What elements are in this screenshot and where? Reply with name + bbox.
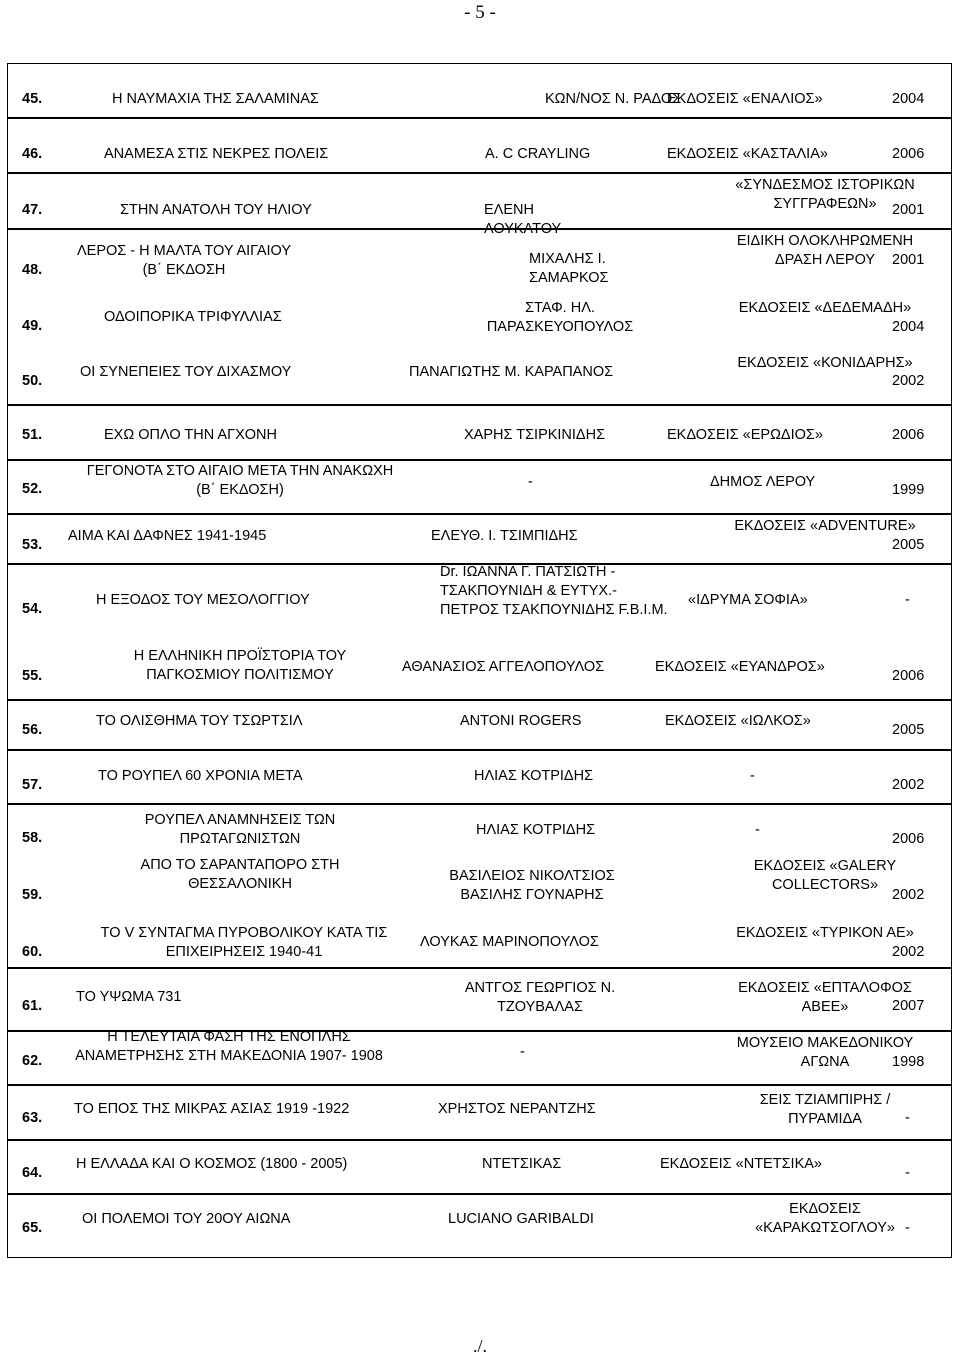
publication-year: 2006: [892, 427, 925, 443]
entry-number: 59.: [22, 887, 43, 903]
publication-year: -: [905, 1220, 910, 1236]
book-author: ANTONI ROGERS: [460, 713, 582, 729]
book-title: ΤΟ ΥΨΩΜΑ 731: [76, 989, 182, 1005]
row-divider: [7, 459, 952, 461]
publication-year: 2002: [892, 777, 925, 793]
book-author: ΣΤΑΦ. ΗΛ. ΠΑΡΑΣΚΕΥΟΠΟΥΛΟΣ: [486, 300, 634, 335]
row-divider: [7, 699, 952, 701]
publication-year: 2007: [892, 998, 925, 1014]
entry-number: 57.: [22, 777, 43, 793]
row-divider: [7, 172, 952, 174]
book-publisher: ΕΚΔΟΣΕΙΣ «ΤΥΡΙΚΟΝ ΑΕ»: [736, 925, 914, 941]
book-publisher: «ΙΔΡΥΜΑ ΣΟΦΙΑ»: [688, 592, 808, 608]
book-publisher: ΕΚΔΟΣΕΙΣ «ΕΥΑΝΔΡΟΣ»: [655, 659, 825, 675]
book-author: ΜΙΧΑΛΗΣ Ι. ΣΑΜΑΡΚΟΣ: [529, 251, 609, 286]
book-title: ΛΕΡΟΣ - Η ΜΑΛΤΑ ΤΟΥ ΑΙΓΑΙΟΥ (Β΄ ΕΚΔΟΣΗ: [76, 243, 292, 278]
book-title: Η ΕΛΛΑΔΑ ΚΑΙ Ο ΚΟΣΜΟΣ (1800 - 2005): [76, 1156, 348, 1172]
row-divider: [7, 967, 952, 969]
book-author: -: [528, 474, 533, 490]
row-divider: [7, 228, 952, 230]
publication-year: 2002: [892, 373, 925, 389]
entry-number: 47.: [22, 202, 43, 218]
footer-continuation: ./.: [472, 1336, 487, 1356]
publication-year: -: [905, 1165, 910, 1181]
book-author: ΛΟΥΚΑΣ ΜΑΡΙΝΟΠΟΥΛΟΣ: [420, 934, 599, 950]
entry-number: 53.: [22, 537, 43, 553]
row-divider: [7, 404, 952, 406]
row-divider: [7, 1193, 952, 1195]
book-publisher: -: [750, 768, 755, 784]
book-author: LUCIANO GARIBALDI: [448, 1211, 594, 1227]
book-title: ΟΙ ΠΟΛΕΜΟΙ ΤΟΥ 20ΟΥ ΑΙΩΝΑ: [82, 1211, 291, 1227]
entry-number: 55.: [22, 668, 43, 684]
book-author: ΝΤΕΤΣΙΚΑΣ: [482, 1156, 562, 1172]
publication-year: 1999: [892, 482, 925, 498]
row-divider: [7, 513, 952, 515]
entry-number: 51.: [22, 427, 43, 443]
book-title: Η ΕΞΟΔΟΣ ΤΟΥ ΜΕΣΟΛΟΓΓΙΟΥ: [96, 592, 310, 608]
publication-year: 1998: [892, 1054, 925, 1070]
book-publisher: ΕΙΔΙΚΗ ΟΛΟΚΛΗΡΩΜΕΝΗ ΔΡΑΣΗ ΛΕΡΟΥ: [736, 233, 914, 268]
page-number: - 5 -: [464, 2, 496, 23]
book-author: -: [520, 1044, 525, 1060]
row-divider: [7, 1139, 952, 1141]
book-publisher: ΕΚΔΟΣΕΙΣ «ΚΑΡΑΚΩΤΣΟΓΛΟΥ»: [755, 1201, 895, 1236]
book-title: ΓΕΓΟΝΟΤΑ ΣΤΟ ΑΙΓΑΙΟ ΜΕΤΑ ΤΗΝ ΑΝΑΚΩΧΗ (Β΄ ΕΚΔΟΣΗ): [86, 463, 394, 498]
entry-number: 65.: [22, 1220, 43, 1236]
publication-year: -: [905, 592, 910, 608]
book-publisher: «ΣΥΝΔΕΣΜΟΣ ΙΣΤΟΡΙΚΩΝ ΣΥΓΓΡΑΦΕΩΝ»: [735, 177, 915, 212]
book-author: ΑΘΑΝΑΣΙΟΣ ΑΓΓΕΛΟΠΟΥΛΟΣ: [402, 659, 605, 675]
book-publisher: ΕΚΔΟΣΕΙΣ «ΚΑΣΤΑΛΙΑ»: [667, 146, 828, 162]
entry-number: 46.: [22, 146, 43, 162]
book-publisher: ΕΚΔΟΣΕΙΣ «ΔΕΔΕΜΑΔΗ»: [738, 300, 912, 316]
book-publisher: ΕΚΔΟΣΕΙΣ «ΚΟΝΙΔΑΡΗΣ»: [737, 355, 913, 371]
publication-year: 2004: [892, 91, 925, 107]
book-author: ΠΑΝΑΓΙΩΤΗΣ Μ. ΚΑΡΑΠΑΝΟΣ: [409, 364, 614, 380]
book-title: ΤΟ V ΣΥΝΤΑΓΜΑ ΠΥΡΟΒΟΛΙΚΟΥ ΚΑΤΑ ΤΙΣ ΕΠΙΧΕΙΡΗΣΕΙΣ 1940-41: [100, 925, 388, 960]
publication-year: 2002: [892, 944, 925, 960]
entry-number: 62.: [22, 1053, 43, 1069]
book-title: Η ΤΕΛΕΥΤΑΙΑ ΦΑΣΗ ΤΗΣ ΕΝΟΠΛΗΣ ΑΝΑΜΕΤΡΗΣΗΣ ΣΤΗ ΜΑΚΕΔΟΝΙΑ 1907- 1908: [75, 1029, 383, 1064]
publication-year: 2004: [892, 319, 925, 335]
book-title: ΑΝΑΜΕΣΑ ΣΤΙΣ ΝΕΚΡΕΣ ΠΟΛΕΙΣ: [104, 146, 329, 162]
book-publisher: ΕΚΔΟΣΕΙΣ «ΕΝΑΛΙΟΣ»: [667, 91, 823, 107]
entry-number: 54.: [22, 601, 43, 617]
publication-year: 2001: [892, 252, 925, 268]
book-publisher: ΣΕΙΣ ΤΖΙΑΜΠΙΡΗΣ /ΠΥΡΑΜΙΔΑ: [759, 1092, 891, 1127]
book-publisher: ΔΗΜΟΣ ΛΕΡΟΥ: [710, 474, 816, 490]
entry-number: 50.: [22, 373, 43, 389]
book-publisher: ΕΚΔΟΣΕΙΣ «ADVENTURE»: [734, 518, 916, 534]
book-author: ΗΛΙΑΣ ΚΟΤΡΙΔΗΣ: [476, 822, 596, 838]
publication-year: 2001: [892, 202, 925, 218]
book-publisher: -: [755, 822, 760, 838]
book-author: ΕΛΕΥΘ. Ι. ΤΣΙΜΠΙΔΗΣ: [431, 528, 578, 544]
book-publisher: ΕΚΔΟΣΕΙΣ «ΝΤΕΤΣΙΚΑ»: [660, 1156, 822, 1172]
entry-number: 60.: [22, 944, 43, 960]
entry-number: 48.: [22, 262, 43, 278]
book-author: ΚΩΝ/ΝΟΣ Ν. ΡΑΔΟΣ: [545, 91, 682, 107]
row-divider: [7, 803, 952, 805]
publication-year: 2005: [892, 537, 925, 553]
publication-year: 2002: [892, 887, 925, 903]
publication-year: 2006: [892, 831, 925, 847]
book-title: ΤΟ ΟΛΙΣΘΗΜΑ ΤΟΥ ΤΣΩΡΤΣΙΛ: [96, 713, 303, 729]
book-title: ΟΔΟΙΠΟΡΙΚΑ ΤΡΙΦΥΛΛΙΑΣ: [104, 309, 282, 325]
book-title: ΕΧΩ ΟΠΛΟ ΤΗΝ ΑΓΧΟΝΗ: [104, 427, 277, 443]
book-title: ΤΟ ΕΠΟΣ ΤΗΣ ΜΙΚΡΑΣ ΑΣΙΑΣ 1919 -1922: [74, 1101, 350, 1117]
row-divider: [7, 117, 952, 119]
entry-number: 56.: [22, 722, 43, 738]
book-author: ΧΑΡΗΣ ΤΣΙΡΚΙΝΙΔΗΣ: [464, 427, 606, 443]
book-title: ΑΠΟ ΤΟ ΣΑΡΑΝΤΑΠΟΡΟ ΣΤΗ ΘΕΣΣΑΛΟΝΙΚΗ: [140, 857, 340, 892]
book-author: ΕΛΕΝΗ ΛΟΥΚΑΤΟΥ: [484, 202, 562, 237]
publication-year: -: [905, 1110, 910, 1126]
publication-year: 2005: [892, 722, 925, 738]
entry-number: 58.: [22, 830, 43, 846]
entry-number: 63.: [22, 1110, 43, 1126]
row-divider: [7, 1084, 952, 1086]
entry-number: 45.: [22, 91, 43, 107]
book-title: ΣΤΗΝ ΑΝΑΤΟΛΗ ΤΟΥ ΗΛΙΟΥ: [120, 202, 312, 218]
book-author: A. C CRAYLING: [485, 146, 591, 162]
book-publisher: ΕΚΔΟΣΕΙΣ «ΙΩΛΚΟΣ»: [665, 713, 811, 729]
book-author: ΒΑΣΙΛΕΙΟΣ ΝΙΚΟΛΤΣΙΟΣ ΒΑΣΙΛΗΣ ΓΟΥΝΑΡΗΣ: [449, 868, 615, 903]
row-divider: [7, 749, 952, 751]
book-title: Η ΕΛΛΗΝΙΚΗ ΠΡΟΪΣΤΟΡΙΑ ΤΟΥ ΠΑΓΚΟΣΜΙΟΥ ΠΟΛΙΤΙΣΜΟΥ: [133, 648, 347, 683]
entry-number: 61.: [22, 998, 43, 1014]
book-title: ΟΙ ΣΥΝΕΠΕΙΕΣ ΤΟΥ ΔΙΧΑΣΜΟΥ: [80, 364, 292, 380]
publication-year: 2006: [892, 146, 925, 162]
entry-number: 64.: [22, 1165, 43, 1181]
book-author: ΧΡΗΣΤΟΣ ΝΕΡΑΝΤΖΗΣ: [438, 1101, 596, 1117]
book-title: Η ΝΑΥΜΑΧΙΑ ΤΗΣ ΣΑΛΑΜΙΝΑΣ: [112, 91, 319, 107]
entry-number: 49.: [22, 318, 43, 334]
entry-number: 52.: [22, 481, 43, 497]
book-author: ΗΛΙΑΣ ΚΟΤΡΙΔΗΣ: [474, 768, 594, 784]
book-publisher: ΕΚΔΟΣΕΙΣ «ΕΡΩΔΙΟΣ»: [667, 427, 823, 443]
book-title: ΡΟΥΠΕΛ ΑΝΑΜΝΗΣΕΙΣ ΤΩΝ ΠΡΩΤΑΓΩΝΙΣΤΩΝ: [144, 812, 336, 847]
book-title: ΤΟ ΡΟΥΠΕΛ 60 ΧΡΟΝΙΑ ΜΕΤΑ: [98, 768, 303, 784]
book-publisher: ΕΚΔΟΣΕΙΣ «ΕΠΤΑΛΟΦΟΣ ΑΒΕΕ»: [738, 980, 912, 1015]
book-author: ΑΝΤΓΟΣ ΓΕΩΡΓΙΟΣ Ν. ΤΖΟΥΒΑΛΑΣ: [464, 980, 616, 1015]
book-title: ΑΙΜΑ ΚΑΙ ΔΑΦΝΕΣ 1941-1945: [68, 528, 267, 544]
publication-year: 2006: [892, 668, 925, 684]
book-author: Dr. ΙΩΑΝΝΑ Γ. ΠΑΤΣΙΩΤΗ - ΤΣΑΚΠΟΥΝΙΔΗ & ΕΥΤΥΧ.- ΠΕΤΡΟΣ ΤΣΑΚΠΟΥΝΙΔΗΣ F.B.I.M.: [440, 564, 668, 618]
book-publisher: ΕΚΔΟΣΕΙΣ «GALERY COLLECTORS»: [753, 858, 897, 893]
book-publisher: ΜΟΥΣΕΙΟ ΜΑΚΕΔΟΝΙΚΟΥ ΑΓΩΝΑ: [736, 1035, 914, 1070]
